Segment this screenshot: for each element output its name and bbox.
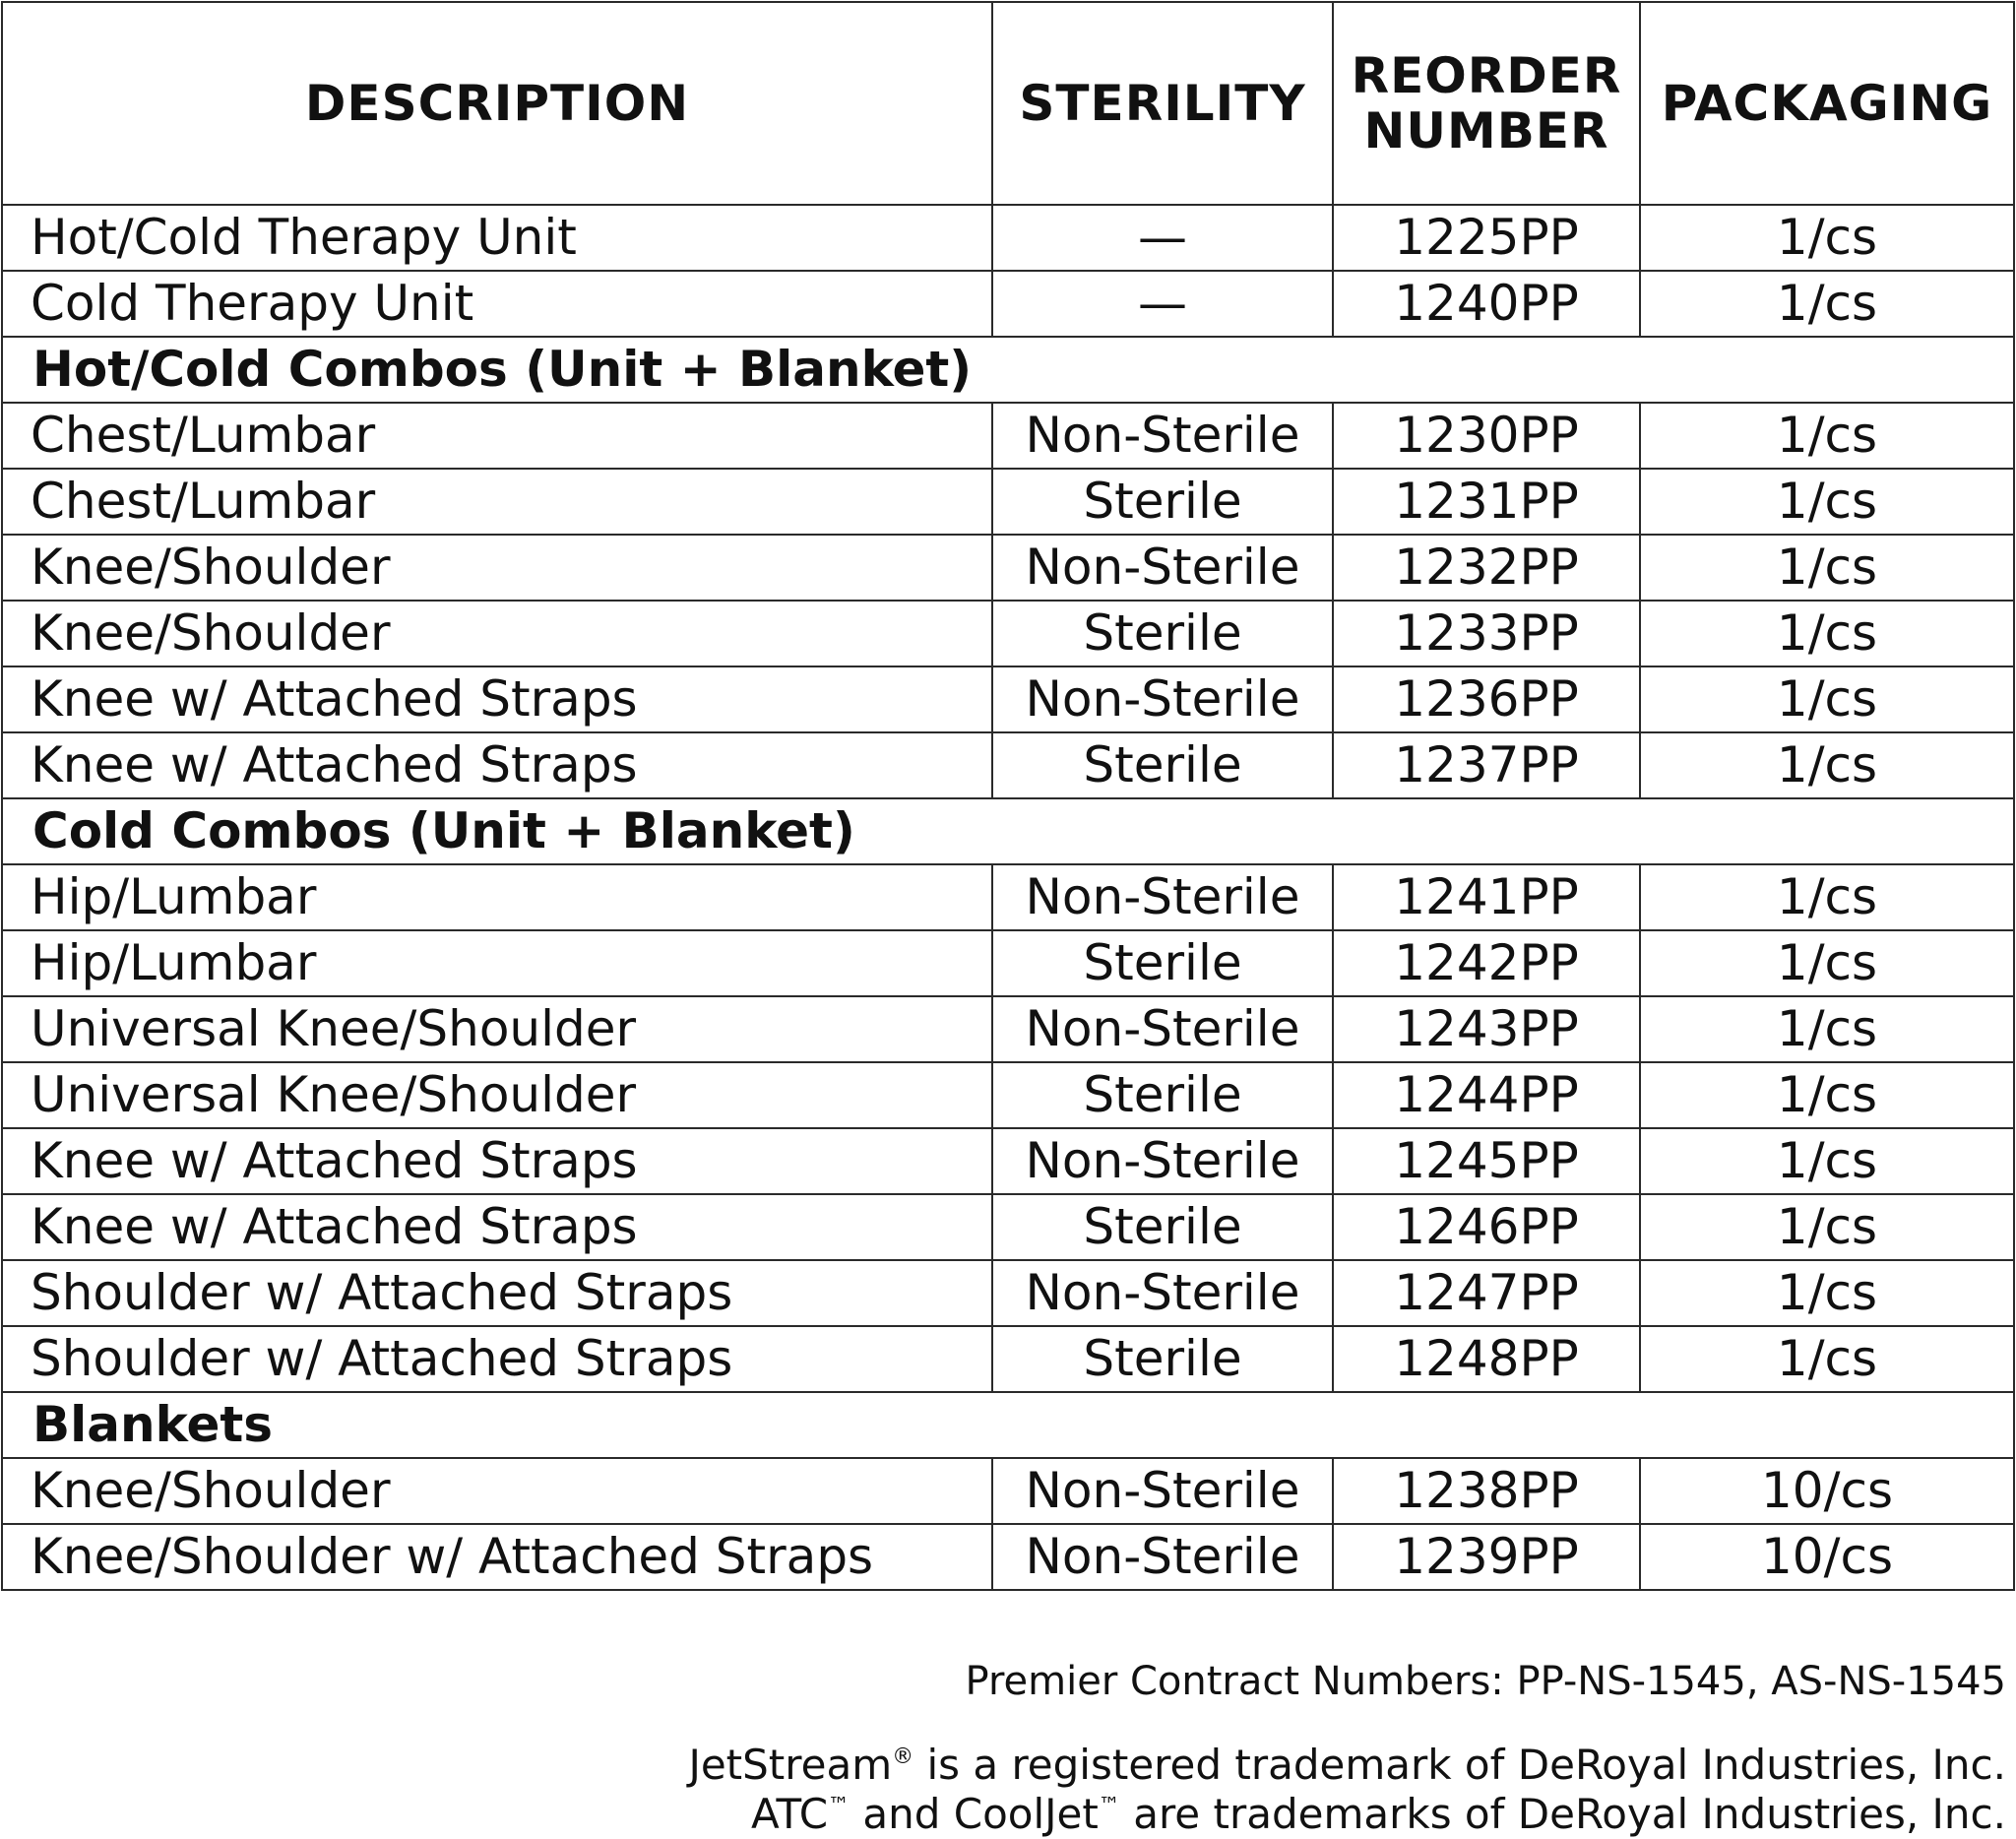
table-row xyxy=(2,205,2014,271)
cell-reorder-number: 1233PP xyxy=(1333,601,1640,666)
table-row xyxy=(2,469,2014,535)
cell-reorder-number: 1245PP xyxy=(1333,1128,1640,1194)
cell-description: Universal Knee/Shoulder xyxy=(2,996,992,1062)
cell-description: Knee w/ Attached Straps xyxy=(2,1128,992,1194)
cell-packaging: 1/cs xyxy=(1640,1194,2014,1260)
table-row xyxy=(2,666,2014,732)
cell-reorder-number: 1230PP xyxy=(1333,403,1640,469)
product-table xyxy=(1,1,2015,1591)
cell-sterility: Non-Sterile xyxy=(992,1260,1333,1326)
trademark-note-atc-cooljet xyxy=(751,1782,2006,1839)
table-row xyxy=(2,271,2014,337)
table-header-row xyxy=(2,2,2014,205)
cell-description: Knee w/ Attached Straps xyxy=(2,732,992,798)
cell-description: Knee w/ Attached Straps xyxy=(2,1194,992,1260)
cell-sterility: Sterile xyxy=(992,469,1333,535)
table-row xyxy=(2,732,2014,798)
cell-packaging: 1/cs xyxy=(1640,1128,2014,1194)
trademark-note-atc-cooljet-text: are trademarks of DeRoyal Industries, Inc. xyxy=(1119,1790,2006,1838)
cell-reorder-number: 1236PP xyxy=(1333,666,1640,732)
cell-packaging: 1/cs xyxy=(1640,930,2014,996)
cell-description: Chest/Lumbar xyxy=(2,469,992,535)
cell-description: Knee/Shoulder w/ Attached Straps xyxy=(2,1524,992,1590)
header-reorder-line2: NUMBER xyxy=(1363,102,1609,159)
registered-symbol: ® xyxy=(892,1744,914,1769)
cell-packaging: 1/cs xyxy=(1640,403,2014,469)
section-header-row xyxy=(2,798,2014,864)
cell-packaging: 1/cs xyxy=(1640,666,2014,732)
cell-description: Knee/Shoulder xyxy=(2,1458,992,1524)
table-row xyxy=(2,403,2014,469)
table-row xyxy=(2,1194,2014,1260)
cell-sterility: Non-Sterile xyxy=(992,864,1333,930)
cell-description: Chest/Lumbar xyxy=(2,403,992,469)
cell-packaging: 1/cs xyxy=(1640,601,2014,666)
cell-packaging: 1/cs xyxy=(1640,469,2014,535)
cell-sterility: Non-Sterile xyxy=(992,535,1333,601)
cell-description: Knee/Shoulder xyxy=(2,601,992,666)
header-sterility: STERILITY xyxy=(992,2,1333,205)
cell-description: Hip/Lumbar xyxy=(2,930,992,996)
cell-reorder-number: 1241PP xyxy=(1333,864,1640,930)
cell-packaging: 1/cs xyxy=(1640,535,2014,601)
table-row xyxy=(2,930,2014,996)
cell-reorder-number: 1244PP xyxy=(1333,1062,1640,1128)
trademark-note-jetstream-text: is a registered trademark of DeRoyal Industries, Inc. xyxy=(914,1741,2006,1789)
cell-sterility: Sterile xyxy=(992,601,1333,666)
section-header-row xyxy=(2,1392,2014,1458)
cell-description: Universal Knee/Shoulder xyxy=(2,1062,992,1128)
cell-sterility: Non-Sterile xyxy=(992,1458,1333,1524)
table-row xyxy=(2,1260,2014,1326)
cell-reorder-number: 1232PP xyxy=(1333,535,1640,601)
header-description: DESCRIPTION xyxy=(2,2,992,205)
cell-reorder-number: 1237PP xyxy=(1333,732,1640,798)
cell-reorder-number: 1247PP xyxy=(1333,1260,1640,1326)
header-reorder-number xyxy=(1333,2,1640,205)
cell-packaging: 1/cs xyxy=(1640,864,2014,930)
section-header-row xyxy=(2,337,2014,403)
brand-jetstream: JetStream xyxy=(688,1741,893,1789)
cell-description: Hip/Lumbar xyxy=(2,864,992,930)
cell-reorder-number: 1242PP xyxy=(1333,930,1640,996)
cell-reorder-number: 1225PP xyxy=(1333,205,1640,271)
cell-description: Hot/Cold Therapy Unit xyxy=(2,205,992,271)
cell-sterility: Non-Sterile xyxy=(992,996,1333,1062)
cell-sterility: Sterile xyxy=(992,1062,1333,1128)
table-row xyxy=(2,1458,2014,1524)
cell-sterility: — xyxy=(992,205,1333,271)
cell-reorder-number: 1240PP xyxy=(1333,271,1640,337)
cell-packaging: 1/cs xyxy=(1640,996,2014,1062)
table-row xyxy=(2,1524,2014,1590)
cell-packaging: 1/cs xyxy=(1640,1326,2014,1392)
cell-sterility: Sterile xyxy=(992,732,1333,798)
table-row xyxy=(2,535,2014,601)
cell-description: Knee w/ Attached Straps xyxy=(2,666,992,732)
cell-reorder-number: 1231PP xyxy=(1333,469,1640,535)
cell-sterility: Non-Sterile xyxy=(992,403,1333,469)
cell-reorder-number: 1243PP xyxy=(1333,996,1640,1062)
cell-packaging: 10/cs xyxy=(1640,1524,2014,1590)
cell-description: Cold Therapy Unit xyxy=(2,271,992,337)
section-title: Cold Combos (Unit + Blanket) xyxy=(2,798,2014,864)
cell-packaging: 1/cs xyxy=(1640,1260,2014,1326)
trademark-symbol: ™ xyxy=(828,1794,850,1818)
cell-sterility: Non-Sterile xyxy=(992,666,1333,732)
cell-sterility: Non-Sterile xyxy=(992,1524,1333,1590)
header-packaging: PACKAGING xyxy=(1640,2,2014,205)
table-row xyxy=(2,864,2014,930)
premier-contract-note: Premier Contract Numbers: PP-NS-1545, AS-NS-1545 xyxy=(965,1659,2006,1704)
trademark-symbol: ™ xyxy=(1098,1794,1120,1818)
cell-sterility: Sterile xyxy=(992,1194,1333,1260)
cell-packaging: 1/cs xyxy=(1640,732,2014,798)
table-body xyxy=(2,205,2014,1590)
cell-sterility: — xyxy=(992,271,1333,337)
cell-packaging: 1/cs xyxy=(1640,205,2014,271)
brand-atc: ATC xyxy=(751,1790,829,1838)
table-row xyxy=(2,1128,2014,1194)
cell-sterility: Non-Sterile xyxy=(992,1128,1333,1194)
table-row xyxy=(2,996,2014,1062)
cell-packaging: 1/cs xyxy=(1640,271,2014,337)
cell-sterility: Sterile xyxy=(992,1326,1333,1392)
table-row xyxy=(2,601,2014,666)
header-reorder-line1: REORDER xyxy=(1351,47,1622,104)
section-title: Blankets xyxy=(2,1392,2014,1458)
cell-reorder-number: 1246PP xyxy=(1333,1194,1640,1260)
cell-reorder-number: 1238PP xyxy=(1333,1458,1640,1524)
table-row xyxy=(2,1326,2014,1392)
cell-description: Knee/Shoulder xyxy=(2,535,992,601)
cell-description: Shoulder w/ Attached Straps xyxy=(2,1260,992,1326)
table-row xyxy=(2,1062,2014,1128)
cell-reorder-number: 1239PP xyxy=(1333,1524,1640,1590)
brand-cooljet: and CoolJet xyxy=(850,1790,1099,1838)
cell-packaging: 10/cs xyxy=(1640,1458,2014,1524)
cell-sterility: Sterile xyxy=(992,930,1333,996)
cell-description: Shoulder w/ Attached Straps xyxy=(2,1326,992,1392)
cell-packaging: 1/cs xyxy=(1640,1062,2014,1128)
section-title: Hot/Cold Combos (Unit + Blanket) xyxy=(2,337,2014,403)
cell-reorder-number: 1248PP xyxy=(1333,1326,1640,1392)
